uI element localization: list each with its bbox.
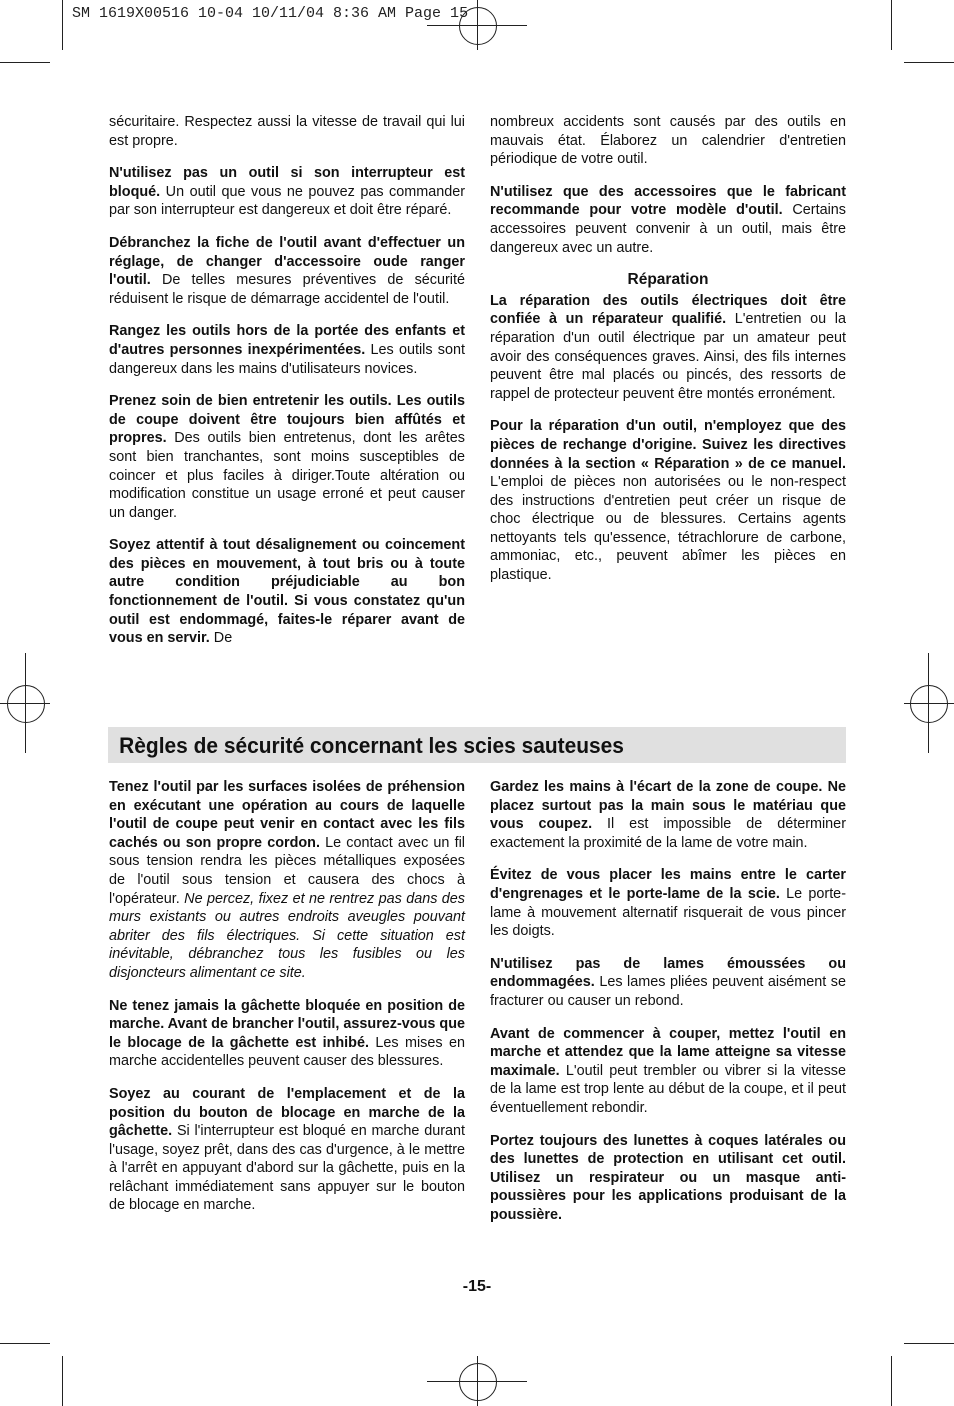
paragraph: sécuritaire. Respectez aussi la vitesse de travail qui lui est propre. [109, 114, 465, 149]
paragraph: Rangez les outils hors de la portée des enfants et d'autres personnes inexpérimentées. Les outils sont dangereux dans les mains d'utilisateurs novices. [109, 323, 465, 377]
paragraph: Pour la réparation d'un outil, n'employez que des pièces de rechange d'origine. Suivez les directives données à la section « Réparation » de ce manuel. L'emploi de pièces non autorisées ou le non-respect des instructions d'entretien peut créer un risque de choc électrique ou de blessures. Certains agents nettoyants tels qu'essence, tétrachlorure de carbone, ammoniac, etc., peuvent abîmer les pièces en plastique. [490, 418, 846, 584]
paragraph: Ne tenez jamais la gâchette bloquée en position de marche. Avant de brancher l'outil, assurez-vous que le blocage de la gâchette est inhibé. Les mises en marche accidentelles peuvent causer des blessures. [109, 997, 465, 1070]
paragraph: Soyez au courant de l'emplacement et de la position du bouton de blocage en marche de la gâchette. Si l'interrupteur est bloqué en marche durant l'usage, soyez prêt, dans des cas d'urgence, à le mettre à l'arrêt en appuyant d'abord sur la gâchette, puis en la relâchant immédiatement sans appuyer sur le bouton de blocage en marche. [109, 1085, 465, 1214]
paragraph: La réparation des outils électriques doit être confiée à un réparateur qualifié. L'entretien ou la réparation d'un outil électrique par un amateur peut avoir des conséquences graves. Ainsi, des fils internes peuvent être mal placés ou pincés, des ressorts de rappel de protecteur peuvent être montés erronément. [490, 292, 846, 402]
page-number: -15- [462, 1278, 492, 1295]
paragraph: nombreux accidents sont causés par des outils en mauvais état. Élaborez un calendrier d'entretien périodique de votre outil. [490, 114, 846, 168]
paragraph: Avant de commencer à couper, mettez l'outil en marche et attendez que la lame atteigne sa vitesse maximale. L'outil peut trembler ou vibrer si la vitesse de la lame est trop lente au début de la coupe, et il peut éventuellement rebondir. [490, 1025, 846, 1116]
bottom-right-column [490, 778, 846, 1238]
paragraph: N'utilisez pas un outil si son interrupteur est bloqué. Un outil que vous ne pouvez pas commander par son interrupteur est dangereux et doit être réparé. [109, 165, 465, 219]
paragraph: Débranchez la fiche de l'outil avant d'effectuer un réglage, de changer d'accessoire oude ranger l'outil. De telles mesures préventives de sécurité réduisent le risque de démarrage accidentel de l'outil. [109, 234, 465, 307]
paragraph: Évitez de vous placer les mains entre le carter d'engrenages et le porte-lame de la scie. Le porte-lame à mouvement alternatif risquerait de vous pincer les doigts. [490, 867, 846, 940]
paragraph: N'utilisez pas de lames émoussées ou endommagées. Les lames pliées peuvent aisément se fracturer ou causer un rebond. [490, 955, 846, 1009]
paragraph: Soyez attentif à tout désalignement ou coincement des pièces en mouvement, à tout bris ou à toute autre condition préjudiciable au bon fonctionnement de l'outil. Si vous constatez qu'un outil est endommagé, faites-le réparer avant de vous en servir. De [109, 537, 465, 647]
bottom-left-column [109, 778, 465, 1229]
paragraph: Portez toujours des lunettes à coques latérales ou des lunettes de protection en utilisant cet outil. Utilisez un respirateur ou un masque anti-poussières pour les applications produisant de la poussière. [490, 1132, 846, 1223]
section-heading-reparation: Réparation [627, 271, 709, 289]
top-right-column [490, 113, 846, 599]
section-banner [108, 727, 846, 763]
paragraph: Tenez l'outil par les surfaces isolées de préhension en exécutant une opération au cours de laquelle l'outil de coupe peut venir en contact avec les fils cachés ou son propre cordon. Le contact avec un fil sous tension rendra les pièces métalliques exposées de l'outil sous tension et causera des chocs à l'opérateur. Ne percez, fixez et ne rentrez pas dans des murs existants ou autres endroits aveugles pouvant abriter des fils électriques. Si cette situation est inévitable, débranchez tous les fusibles ou les disjoncteurs alimentant ce site. [109, 779, 466, 981]
paragraph: Gardez les mains à l'écart de la zone de coupe. Ne placez surtout pas la main sous le matériau que vous coupez. Il est impossible de déterminer exactement la proximité de la lame de votre main. [490, 779, 846, 851]
top-left-column [109, 113, 465, 662]
printer-slug: SM 1619X00516 10-04 10/11/04 8:36 AM Page 15 [72, 5, 469, 22]
section-title: Règles de sécurité concernant les scies sauteuses [119, 733, 624, 758]
paragraph: Prenez soin de bien entretenir les outils. Les outils de coupe doivent être toujours bien affûtés et propres. Des outils bien entretenus, dont les arêtes sont bien tranchantes, sont moins susceptibles de coincer et plus faciles à diriger.Toute altération ou modification constitue un usage erroné et peut causer un danger. [109, 393, 465, 521]
paragraph: N'utilisez que des accessoires que le fabricant recommande pour votre modèle d'outil. Certains accessoires peuvent convenir à un outil, mais être dangereux avec un autre. [490, 183, 846, 256]
